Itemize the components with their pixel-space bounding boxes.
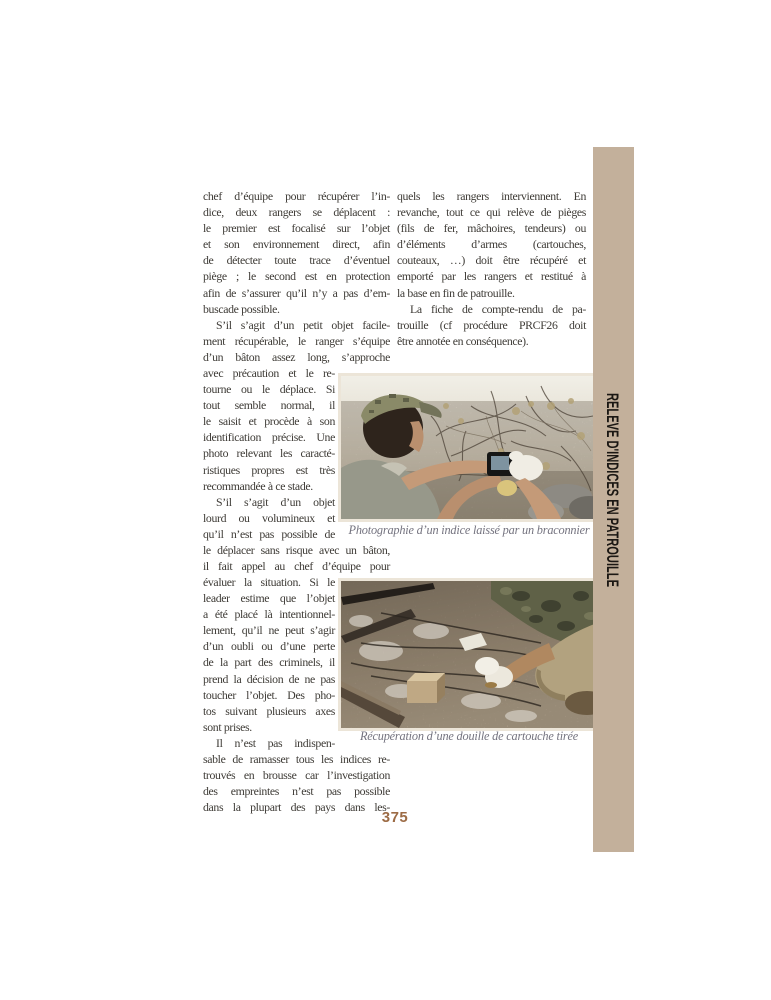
figure-photo-douille <box>338 578 600 731</box>
text-line: revanche, tout ce qui relève de pièges <box>397 205 586 220</box>
left-column-mid <box>203 542 390 574</box>
text-line: avec précaution et le re- <box>203 366 335 380</box>
text-line: afin de s’assurer qu’il n’y a pas d’em- <box>203 285 390 300</box>
text-line: qu’il n’est pas possible de <box>203 526 335 541</box>
left-column-top <box>203 188 390 365</box>
text-line: de détecter toute trace d’éventuel <box>203 253 390 268</box>
text-line: sont prises. <box>203 719 252 734</box>
text-line: trouille (cf procédure PRCF26 doit <box>397 317 586 332</box>
text-line: le saisit et procède à son <box>203 414 335 429</box>
text-line: dice, deux rangers se déplacent : <box>203 205 390 220</box>
evidence-box <box>407 673 445 703</box>
text-line: trouvés en brousse car l’investigation <box>203 768 390 783</box>
text-line: La fiche de compte-rendu de pa- <box>410 301 586 316</box>
text-line: être annotée en conséquence). <box>397 333 529 348</box>
text-line: tourne ou le déplace. Si <box>203 382 335 397</box>
text-line: quels les rangers interviennent. En <box>397 189 586 203</box>
figure-photo-braconnier <box>338 373 600 522</box>
text-line: emporté par les rangers et restitué à <box>397 269 586 284</box>
text-line: lourd ou volumineux et <box>203 510 335 525</box>
page-number: 375 <box>381 809 409 826</box>
chapter-title-vertical: RELEVE D'INDICES EN PATROUILLE <box>603 393 622 691</box>
text-line: tos suivant plusieurs axes <box>203 703 335 718</box>
text-line: d’un oubli ou d’une perte <box>203 639 335 654</box>
text-line: buscade possible. <box>203 301 280 316</box>
text-line: recommandée à ce stade. <box>203 478 313 493</box>
text-line: Il n’est pas indispen- <box>216 735 335 750</box>
text-line: a été placé là intentionnel- <box>203 607 335 622</box>
text-line: couteaux, …) doit être récupéré et <box>397 253 586 268</box>
text-line: la base en fin de patrouille. <box>397 285 515 300</box>
text-line: (fils de fer, mâchoires, tendeurs) ou <box>397 221 586 236</box>
text-line: ristiques propres est très <box>203 462 335 477</box>
text-line: et son environnement direct, afin <box>203 237 390 252</box>
text-line: d’un bâton assez long, s’approche <box>203 349 390 364</box>
text-line: dans la plupart des pays dans les- <box>203 800 390 815</box>
text-line: lement, qu’il ne peut s’agir <box>203 623 335 638</box>
text-line: ment récupérable, le ranger s’équipe <box>203 333 390 348</box>
text-line: identification précise. Une <box>203 430 335 445</box>
text-line: S’il s’agit d’un objet <box>216 494 335 509</box>
text-line: tout semble normal, il <box>203 398 335 413</box>
text-line: sable de ramasser tous les indices re- <box>203 752 390 766</box>
right-column <box>397 188 586 349</box>
text-line: le premier est focalisé sur l’objet <box>203 221 390 236</box>
photo-illustration-2 <box>341 581 597 728</box>
photo-illustration-1 <box>341 376 597 519</box>
text-line: toucher l’objet. Des pho- <box>203 687 335 702</box>
text-line: il fait appel au chef d’équipe pour <box>203 559 390 574</box>
text-line: prend la décision de ne pas <box>203 671 335 686</box>
text-line: leader estime que l’objet <box>203 591 335 606</box>
figure-caption-2: Récupération d’une douille de cartouche tirée <box>359 729 579 743</box>
text-line: le déplacer sans risque avec un bâton, <box>203 543 390 557</box>
text-line: photo relevant les caracté- <box>203 446 335 461</box>
left-column-narrow-2 <box>203 574 335 751</box>
text-line: des empreintes n’est pas possible <box>203 784 390 799</box>
cartridge-case <box>485 682 497 688</box>
chapter-tab <box>593 147 634 852</box>
text-line: chef d’équipe pour récupérer l’in- <box>203 189 390 203</box>
left-column-bottom <box>203 751 390 815</box>
text-line: piège ; le second est en protection <box>203 269 390 284</box>
left-column-narrow-1 <box>203 365 335 542</box>
text-line: de la part des criminels, il <box>203 655 335 670</box>
text-line: S’il s’agit d’un petit objet facile- <box>216 317 390 332</box>
text-line: d’éléments d’armes (cartouches, <box>397 237 586 252</box>
text-line: évaluer la situation. Si le <box>203 575 335 589</box>
figure-caption-1: Photographie d’un indice laissé par un braconnier <box>348 523 590 537</box>
